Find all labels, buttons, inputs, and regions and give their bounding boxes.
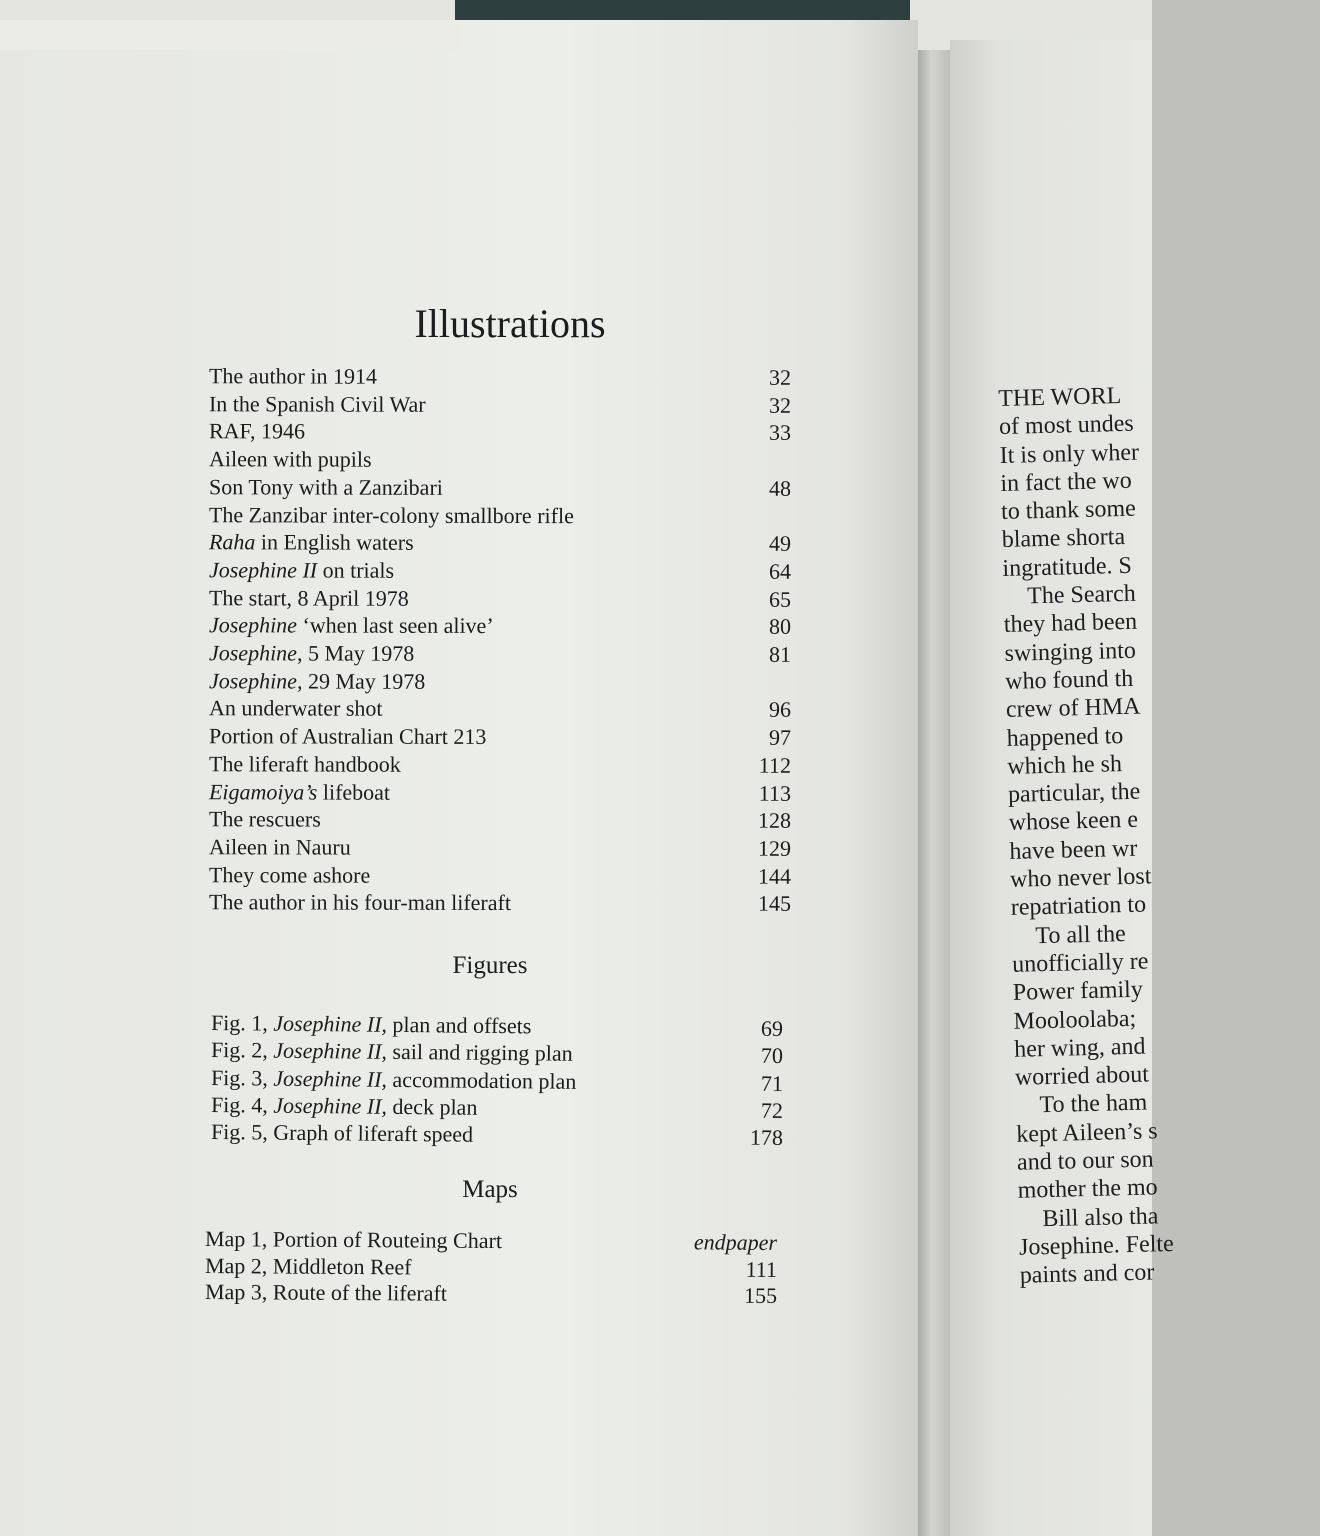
entry-label: lifeboat bbox=[317, 779, 391, 805]
entry-title bbox=[209, 556, 394, 584]
entry-title bbox=[209, 501, 574, 530]
entry-italic-text: Eigamoiya’s bbox=[208, 778, 318, 805]
entry-label: ‘when last seen alive’ bbox=[296, 612, 494, 639]
text-line: of most undes bbox=[998, 410, 1134, 441]
text-line: mother the mo bbox=[1017, 1174, 1158, 1205]
entry-label: Map 3, Route of the liferaft bbox=[204, 1279, 448, 1306]
page-number: 72 bbox=[760, 1097, 784, 1123]
maps-heading: Maps bbox=[462, 1176, 518, 1203]
text-line: kept Aileen’s s bbox=[1015, 1118, 1158, 1148]
right-page bbox=[950, 40, 1174, 1536]
text-line: happened to bbox=[1006, 722, 1124, 752]
text-line: swinging into bbox=[1004, 637, 1137, 667]
entry-label: Aileen in Nauru bbox=[208, 834, 351, 860]
page-number: 97 bbox=[768, 724, 792, 750]
page-number: 65 bbox=[768, 586, 792, 612]
entry-label: In the Spanish Civil War bbox=[208, 390, 426, 417]
entry-italic-text: Josephine bbox=[208, 612, 298, 638]
entry-title bbox=[209, 750, 401, 779]
text-line: repatriation to bbox=[1010, 891, 1147, 922]
page-number: 64 bbox=[768, 558, 792, 584]
list-item bbox=[205, 1278, 777, 1310]
entry-label: , 5 May 1978 bbox=[296, 640, 415, 666]
list-item bbox=[209, 861, 791, 891]
entry-label: The start, 8 April 1978 bbox=[208, 584, 409, 611]
list-item bbox=[209, 833, 791, 863]
list-item bbox=[209, 473, 791, 503]
entry-prefix: Fig. 5, bbox=[210, 1119, 274, 1145]
page-number: 80 bbox=[768, 614, 792, 640]
page-number: 32 bbox=[768, 392, 792, 418]
entry-label: RAF, 1946 bbox=[208, 418, 306, 444]
page-number: 129 bbox=[757, 835, 792, 861]
illustrations-heading: Illustrations bbox=[414, 301, 606, 346]
page-number: 178 bbox=[749, 1124, 784, 1151]
page-number: 81 bbox=[768, 641, 792, 667]
entry-title bbox=[209, 584, 409, 613]
entry-title bbox=[209, 390, 426, 419]
text-line: in fact the wo bbox=[1000, 467, 1132, 497]
entry-italic-text: Josephine II, bbox=[273, 1092, 388, 1119]
entry-title bbox=[211, 1091, 478, 1122]
entry-italic-text: Raha bbox=[208, 529, 256, 555]
figures-heading: Figures bbox=[452, 952, 528, 979]
entry-label: Aileen with pupils bbox=[208, 446, 372, 472]
entry-prefix: Fig. 2, bbox=[210, 1037, 274, 1063]
entry-label: The rescuers bbox=[208, 806, 321, 832]
entry-title bbox=[205, 1278, 447, 1308]
list-item bbox=[209, 778, 791, 808]
text-line: have been wr bbox=[1009, 835, 1138, 865]
list-item bbox=[209, 695, 791, 725]
entry-title bbox=[205, 1225, 502, 1255]
page-number: 155 bbox=[743, 1282, 778, 1308]
text-line: particular, the bbox=[1007, 778, 1141, 809]
entry-label: The liferaft handbook bbox=[208, 751, 401, 777]
entry-italic-text: Josephine, bbox=[208, 667, 303, 694]
entry-label: 29 May 1978 bbox=[302, 668, 426, 694]
entry-label: Graph of liferaft speed bbox=[273, 1119, 474, 1147]
text-line: and to our son bbox=[1016, 1146, 1154, 1176]
entry-title bbox=[209, 778, 390, 806]
list-item bbox=[209, 418, 791, 448]
text-line: It is only wher bbox=[999, 439, 1140, 469]
right-page-text bbox=[998, 378, 1320, 1291]
page-number: 33 bbox=[768, 420, 792, 446]
entry-title bbox=[209, 612, 494, 641]
text-line: they had been bbox=[1003, 609, 1138, 639]
entry-italic-text: Josephine II, bbox=[273, 1010, 388, 1037]
text-line: paints and cor bbox=[1019, 1259, 1155, 1289]
page-number: 49 bbox=[768, 530, 792, 556]
entry-title bbox=[209, 528, 414, 557]
book-gutter bbox=[918, 50, 952, 1536]
entry-title bbox=[209, 695, 383, 723]
entry-italic-text: Josephine II, bbox=[273, 1065, 388, 1092]
entry-prefix: Fig. 1, bbox=[210, 1010, 274, 1036]
entry-label: The Zanzibar inter-colony smallbore rifle bbox=[208, 501, 574, 528]
text-line: crew of HMA bbox=[1005, 693, 1141, 724]
entry-label: in English waters bbox=[255, 529, 414, 555]
text-line: to thank some bbox=[1000, 495, 1137, 526]
text-line: Josephine. Felte bbox=[1018, 1230, 1174, 1261]
entry-title bbox=[209, 639, 414, 668]
text-line: her wing, and bbox=[1013, 1033, 1146, 1063]
entry-label: They come ashore bbox=[208, 861, 371, 888]
entry-title bbox=[209, 473, 443, 502]
list-item bbox=[209, 390, 791, 420]
list-item bbox=[209, 722, 791, 752]
list-item bbox=[209, 889, 791, 919]
text-line: who found th bbox=[1004, 665, 1134, 695]
page-number: 69 bbox=[760, 1015, 784, 1041]
list-item bbox=[209, 667, 791, 697]
page-number: 48 bbox=[768, 475, 792, 501]
page-number: 112 bbox=[758, 752, 792, 778]
page-number: 144 bbox=[757, 863, 792, 889]
text-line: The Search bbox=[1026, 580, 1137, 610]
text-line: Bill also tha bbox=[1042, 1202, 1159, 1232]
entry-title bbox=[209, 722, 486, 751]
entry-title bbox=[205, 1252, 412, 1281]
list-item bbox=[209, 639, 791, 669]
entry-label: The author in his four-man liferaft bbox=[208, 889, 511, 916]
text-line: THE WORL bbox=[998, 382, 1122, 412]
entry-title bbox=[209, 805, 321, 833]
page-number: 111 bbox=[745, 1256, 778, 1282]
entry-label: Map 1, Portion of Routeing Chart bbox=[204, 1226, 503, 1254]
list-item bbox=[211, 1118, 783, 1152]
entry-label: Portion of Australian Chart 213 bbox=[208, 723, 487, 750]
text-line: Power family bbox=[1012, 976, 1144, 1007]
text-line: which he sh bbox=[1007, 750, 1123, 780]
page-number: 113 bbox=[758, 780, 792, 806]
list-item bbox=[209, 584, 791, 614]
page-number: 145 bbox=[757, 890, 792, 917]
list-item bbox=[209, 612, 791, 642]
list-item bbox=[209, 750, 791, 780]
entry-label: An underwater shot bbox=[208, 695, 383, 722]
entry-label: accommodation plan bbox=[386, 1066, 577, 1094]
entry-italic-text: Josephine II, bbox=[273, 1037, 388, 1065]
entry-italic-text: Josephine II bbox=[208, 557, 318, 583]
entry-label: plan and offsets bbox=[386, 1011, 532, 1039]
list-item bbox=[209, 528, 791, 558]
list-item bbox=[209, 501, 791, 531]
page-number: 128 bbox=[757, 807, 792, 833]
list-item bbox=[209, 362, 791, 392]
entry-label: Son Tony with a Zanzibari bbox=[208, 474, 443, 500]
page-number: 32 bbox=[768, 364, 792, 390]
entry-title bbox=[209, 889, 511, 918]
entry-label: deck plan bbox=[386, 1093, 478, 1120]
entry-title bbox=[211, 1036, 573, 1068]
list-item bbox=[209, 445, 791, 475]
entry-prefix: Fig. 3, bbox=[210, 1064, 274, 1091]
text-line: unofficially re bbox=[1011, 948, 1149, 978]
entry-title bbox=[209, 861, 370, 889]
text-line: To all the bbox=[1035, 920, 1127, 949]
text-line: Mooloolaba; bbox=[1013, 1005, 1137, 1035]
text-line: whose keen e bbox=[1008, 807, 1139, 837]
entry-title bbox=[211, 1118, 473, 1149]
text-line: To the ham bbox=[1039, 1089, 1148, 1119]
entry-title bbox=[209, 445, 372, 473]
entry-label: sail and rigging plan bbox=[386, 1039, 573, 1067]
entry-title bbox=[209, 667, 425, 696]
text-line: worried about bbox=[1014, 1061, 1150, 1091]
list-item bbox=[209, 805, 791, 835]
page-number: 70 bbox=[760, 1043, 784, 1069]
text-line: ingratitude. S bbox=[1002, 552, 1133, 582]
entry-title bbox=[209, 362, 377, 390]
page-number: 71 bbox=[760, 1070, 784, 1096]
page-number: endpaper bbox=[693, 1229, 778, 1255]
page-number: 96 bbox=[768, 697, 792, 723]
entry-title bbox=[209, 833, 351, 861]
entry-title bbox=[209, 418, 305, 446]
text-line: blame shorta bbox=[1001, 524, 1126, 554]
entry-label: The author in 1914 bbox=[208, 363, 378, 389]
entry-label: on trials bbox=[317, 557, 395, 583]
list-item bbox=[209, 556, 791, 586]
entry-prefix: Fig. 4, bbox=[210, 1091, 274, 1118]
entry-italic-text: Josephine bbox=[208, 640, 298, 666]
entry-label: Map 2, Middleton Reef bbox=[204, 1252, 412, 1279]
text-line: who never lost bbox=[1009, 863, 1152, 893]
